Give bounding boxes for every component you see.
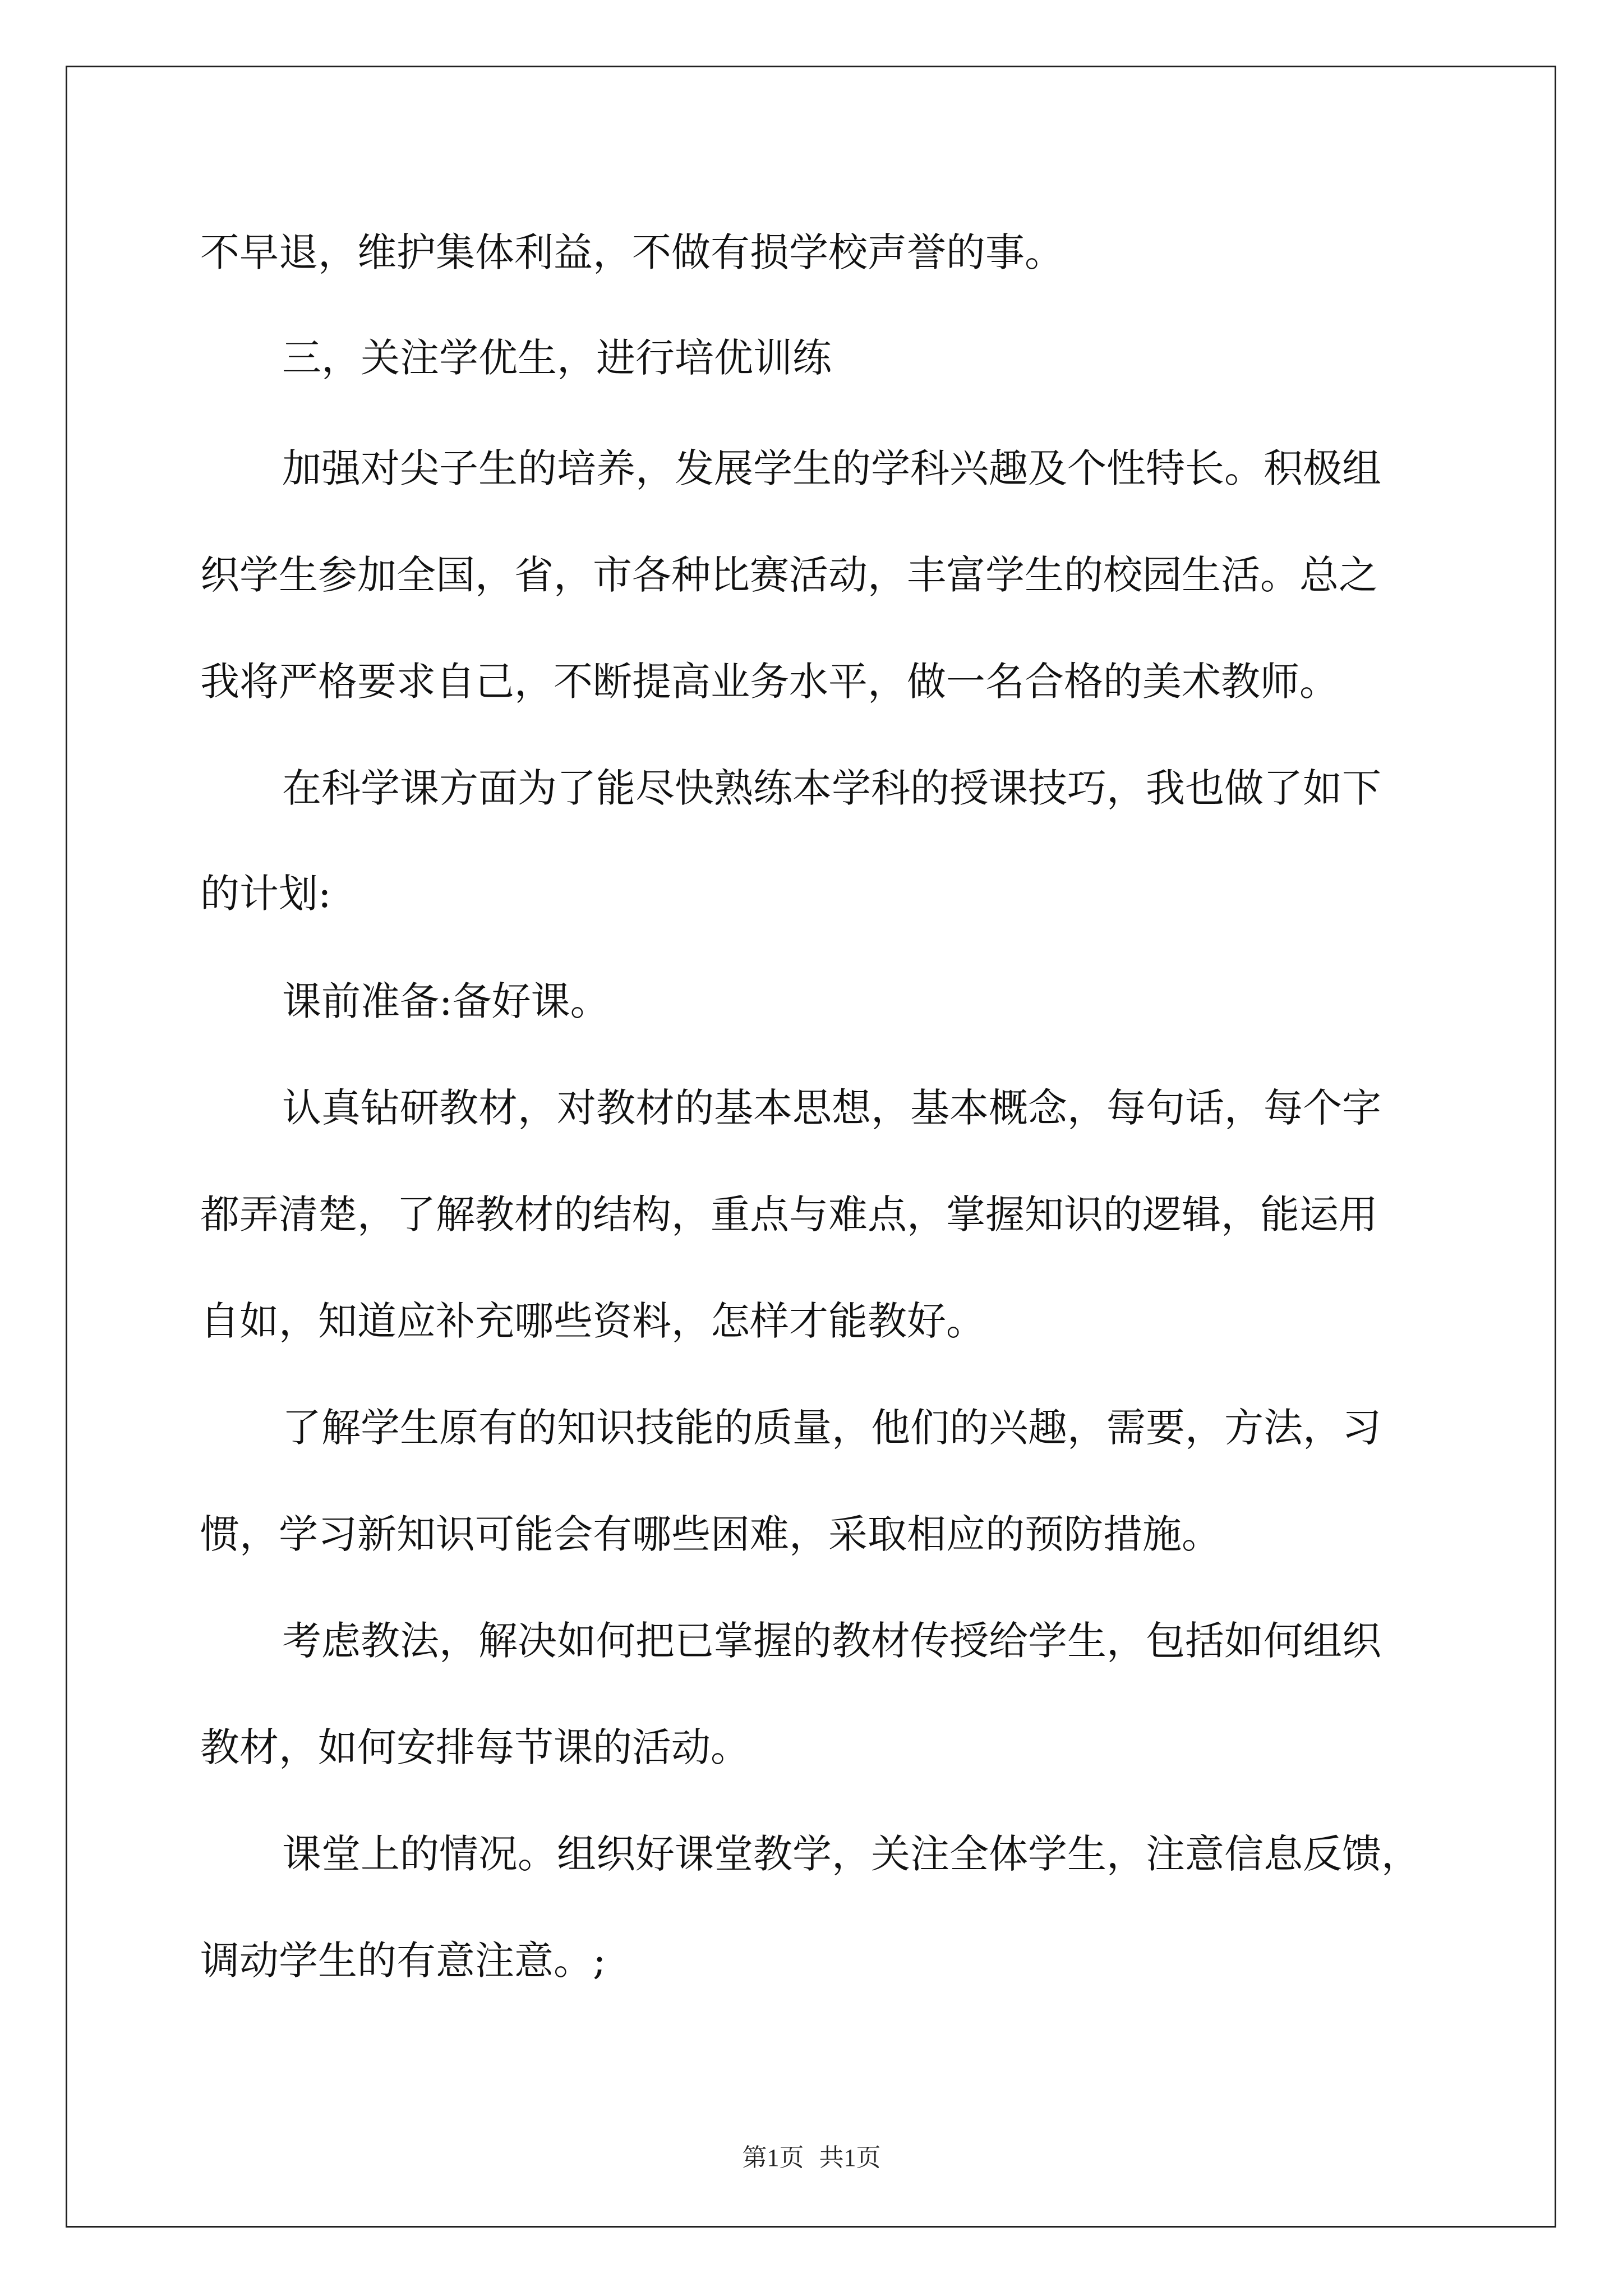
text-line: 我将严格要求自己，不断提高业务水平，做一名合格的美术教师。 bbox=[200, 659, 1339, 705]
text-line: 织学生参加全国，省，市各种比赛活动，丰富学生的校园生活。总之 bbox=[200, 552, 1378, 598]
text-line: 的计划: bbox=[200, 871, 331, 917]
text-line: 课堂上的情况。组织好课堂教学，关注全体学生，注意信息反馈， bbox=[282, 1831, 1421, 1877]
page-number: 第1页 bbox=[742, 2144, 804, 2171]
text-line: 都弄清楚，了解教材的结构，重点与难点，掌握知识的逻辑，能运用 bbox=[200, 1191, 1378, 1237]
page-border bbox=[66, 66, 1556, 2228]
text-line: 调动学生的有意注意。; bbox=[200, 1938, 606, 1984]
text-line: 认真钻研教材，对教材的基本思想，基本概念，每句话，每个字 bbox=[282, 1085, 1381, 1131]
section-heading: 三，关注学优生，进行培优训练 bbox=[282, 335, 832, 381]
text-line: 教材，如何安排每节课的活动。 bbox=[200, 1724, 750, 1770]
text-line: 课前准备:备好课。 bbox=[282, 978, 610, 1024]
text-line: 自如，知道应补充哪些资料，怎样才能教好。 bbox=[200, 1298, 985, 1344]
page-total: 共1页 bbox=[819, 2144, 881, 2171]
text-line: 加强对尖子生的培养，发展学生的学科兴趣及个性特长。积极组 bbox=[282, 445, 1381, 491]
text-line: 在科学课方面为了能尽快熟练本学科的授课技巧，我也做了如下 bbox=[282, 765, 1381, 811]
text-line: 了解学生原有的知识技能的质量，他们的兴趣，需要，方法，习 bbox=[282, 1405, 1381, 1451]
text-line: 不早退，维护集体利益，不做有损学校声誉的事。 bbox=[200, 229, 1064, 275]
page-footer bbox=[0, 2137, 1623, 2173]
text-line: 考虑教法，解决如何把已掌握的教材传授给学生，包括如何组织 bbox=[282, 1618, 1381, 1664]
text-line: 惯，学习新知识可能会有哪些困难，采取相应的预防措施。 bbox=[200, 1511, 1221, 1557]
